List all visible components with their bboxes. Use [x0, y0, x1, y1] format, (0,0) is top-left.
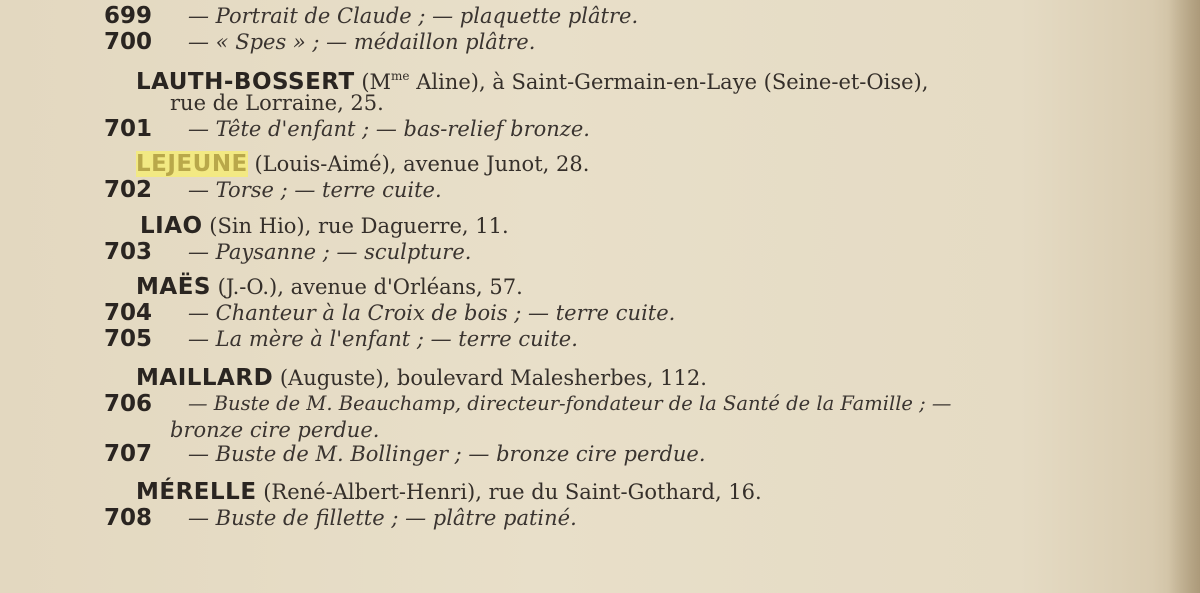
- artist-address: rue de Lorraine, 25.: [170, 91, 384, 115]
- work-number: 703: [104, 239, 153, 265]
- work-title: — La mère à l'enfant ; — terre cuite.: [188, 327, 578, 351]
- artist-name: LAUTH-BOSSERT ($M^{me}$ Aline), à Saint-Germain-en-Laye (Seine-et-Oise),: [136, 69, 929, 95]
- work-number: 701: [104, 116, 153, 142]
- work-title: — Portrait de Claude ; — plaquette plâtre.: [188, 4, 639, 28]
- work-title: — Tête d'enfant ; — bas-relief bronze.: [188, 117, 590, 141]
- work-title: — Buste de M. Bollinger ; — bronze cire perdue.: [188, 442, 706, 466]
- work-title-continuation: bronze cire perdue.: [170, 418, 380, 442]
- highlighted-name: LEJEUNE: [136, 151, 248, 177]
- work-number: 706: [104, 391, 153, 417]
- work-number: 707: [104, 441, 153, 467]
- work-title: — Torse ; — terre cuite.: [188, 178, 442, 202]
- artist-name: LIAO (Sin Hio), rue Daguerre, 11.: [140, 213, 509, 239]
- work-number: 700: [104, 29, 153, 55]
- work-number: 708: [104, 505, 153, 531]
- page-gutter-shadow: [1168, 0, 1200, 593]
- artist-name: LEJEUNE (Louis-Aimé), avenue Junot, 28.: [136, 151, 590, 177]
- work-number: 704: [104, 300, 153, 326]
- work-number: 699: [104, 3, 153, 29]
- work-title: — Paysanne ; — sculpture.: [188, 240, 472, 264]
- artist-name: MAILLARD (Auguste), boulevard Malesherbes, 112.: [136, 365, 707, 391]
- artist-name: MÉRELLE (René-Albert-Henri), rue du Saint-Gothard, 16.: [136, 479, 762, 505]
- work-title: — « Spes » ; — médaillon plâtre.: [188, 30, 536, 54]
- work-title: — Buste de M. Beauchamp, directeur-fondateur de la Santé de la Famille ; —: [188, 392, 952, 415]
- artist-name: MAËS (J.-O.), avenue d'Orléans, 57.: [136, 274, 523, 300]
- work-number: 705: [104, 326, 153, 352]
- work-title: — Chanteur à la Croix de bois ; — terre cuite.: [188, 301, 676, 325]
- work-number: 702: [104, 177, 153, 203]
- work-title: — Buste de fillette ; — plâtre patiné.: [188, 506, 577, 530]
